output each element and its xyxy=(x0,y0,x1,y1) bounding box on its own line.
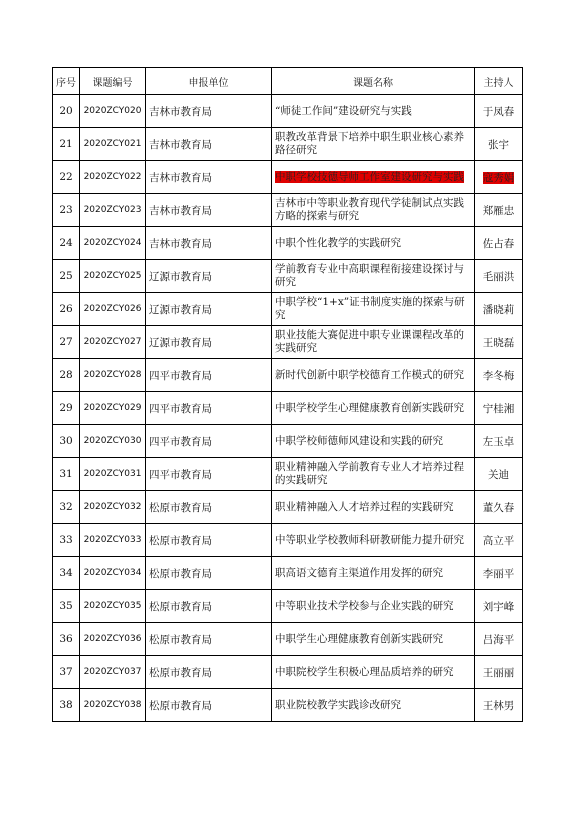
row-number: 24 xyxy=(53,227,80,260)
row-number: 20 xyxy=(53,95,80,128)
table-body xyxy=(53,95,523,722)
row-number: 36 xyxy=(53,623,80,656)
project-code: 2020ZCY037 xyxy=(80,656,146,689)
project-code: 2020ZCY025 xyxy=(80,260,146,293)
project-host: 于凤春 xyxy=(475,95,523,128)
project-code: 2020ZCY032 xyxy=(80,491,146,524)
applicant-unit: 辽源市教育局 xyxy=(146,326,272,359)
project-host: 李冬梅 xyxy=(475,359,523,392)
project-title xyxy=(272,161,475,194)
project-host: 王丽丽 xyxy=(475,656,523,689)
table-row xyxy=(53,326,523,359)
row-number: 30 xyxy=(53,425,80,458)
project-code: 2020ZCY026 xyxy=(80,293,146,326)
header-unit: 申报单位 xyxy=(146,68,272,95)
project-code: 2020ZCY023 xyxy=(80,194,146,227)
table-row xyxy=(53,260,523,293)
table-row xyxy=(53,491,523,524)
project-host: 王林男 xyxy=(475,689,523,722)
row-number: 37 xyxy=(53,656,80,689)
applicant-unit: 松原市教育局 xyxy=(146,491,272,524)
table-row xyxy=(53,359,523,392)
project-title: 中等职业学校教师科研教研能力提升研究 xyxy=(272,524,475,557)
project-host-highlighted-text: 寇秀娟 xyxy=(482,171,515,184)
project-title: 职业精神融入学前教育专业人才培养过程的实践研究 xyxy=(272,458,475,491)
project-title: 中职个性化教学的实践研究 xyxy=(272,227,475,260)
table-row xyxy=(53,293,523,326)
row-number: 34 xyxy=(53,557,80,590)
table-row xyxy=(53,656,523,689)
project-title: 职业精神融入人才培养过程的实践研究 xyxy=(272,491,475,524)
row-number: 22 xyxy=(53,161,80,194)
row-number: 23 xyxy=(53,194,80,227)
row-number: 27 xyxy=(53,326,80,359)
row-number: 21 xyxy=(53,128,80,161)
project-code: 2020ZCY024 xyxy=(80,227,146,260)
project-host: 佐占春 xyxy=(475,227,523,260)
applicant-unit: 松原市教育局 xyxy=(146,557,272,590)
project-host: 毛丽洪 xyxy=(475,260,523,293)
project-code: 2020ZCY029 xyxy=(80,392,146,425)
row-number: 26 xyxy=(53,293,80,326)
row-number: 25 xyxy=(53,260,80,293)
project-code: 2020ZCY038 xyxy=(80,689,146,722)
applicant-unit: 松原市教育局 xyxy=(146,590,272,623)
project-code: 2020ZCY030 xyxy=(80,425,146,458)
project-table xyxy=(52,67,523,722)
project-title: 职教改革背景下培养中职生职业核心素养路径研究 xyxy=(272,128,475,161)
project-host: 董久春 xyxy=(475,491,523,524)
table-row xyxy=(53,689,523,722)
header-row xyxy=(53,68,523,95)
project-title: “师徒工作间”建设研究与实践 xyxy=(272,95,475,128)
applicant-unit: 四平市教育局 xyxy=(146,392,272,425)
applicant-unit: 松原市教育局 xyxy=(146,656,272,689)
table-row xyxy=(53,392,523,425)
project-host xyxy=(475,161,523,194)
project-title-highlighted-text: 中职学校技德导师工作室建设研究与实践 xyxy=(275,170,464,183)
project-title: 中职学校师德师风建设和实践的研究 xyxy=(272,425,475,458)
applicant-unit: 吉林市教育局 xyxy=(146,194,272,227)
table-row xyxy=(53,161,523,194)
table-row xyxy=(53,227,523,260)
applicant-unit: 松原市教育局 xyxy=(146,689,272,722)
table-row xyxy=(53,623,523,656)
applicant-unit: 松原市教育局 xyxy=(146,524,272,557)
project-host: 刘宇峰 xyxy=(475,590,523,623)
project-title: 中职院校学生积极心理品质培养的研究 xyxy=(272,656,475,689)
project-code: 2020ZCY022 xyxy=(80,161,146,194)
row-number: 38 xyxy=(53,689,80,722)
table-row xyxy=(53,590,523,623)
project-title: 职高语文德育主渠道作用发挥的研究 xyxy=(272,557,475,590)
project-code: 2020ZCY021 xyxy=(80,128,146,161)
header-host: 主持人 xyxy=(475,68,523,95)
project-host: 王晓磊 xyxy=(475,326,523,359)
applicant-unit: 吉林市教育局 xyxy=(146,161,272,194)
table-row xyxy=(53,425,523,458)
project-title: 中等职业技术学校参与企业实践的研究 xyxy=(272,590,475,623)
project-title: 职业院校教学实践诊改研究 xyxy=(272,689,475,722)
project-code: 2020ZCY027 xyxy=(80,326,146,359)
applicant-unit: 辽源市教育局 xyxy=(146,293,272,326)
project-host: 高立平 xyxy=(475,524,523,557)
row-number: 35 xyxy=(53,590,80,623)
project-title: 中职学校“1+x”证书制度实施的探索与研究 xyxy=(272,293,475,326)
table-row xyxy=(53,194,523,227)
table-row xyxy=(53,557,523,590)
project-title: 新时代创新中职学校德育工作模式的研究 xyxy=(272,359,475,392)
project-host: 潘晓莉 xyxy=(475,293,523,326)
project-title: 职业技能大赛促进中职专业课课程改革的实践研究 xyxy=(272,326,475,359)
row-number: 33 xyxy=(53,524,80,557)
project-title: 吉林市中等职业教育现代学徒制试点实践方略的探索与研究 xyxy=(272,194,475,227)
applicant-unit: 松原市教育局 xyxy=(146,623,272,656)
row-number: 28 xyxy=(53,359,80,392)
project-code: 2020ZCY035 xyxy=(80,590,146,623)
table-row xyxy=(53,95,523,128)
table-row xyxy=(53,524,523,557)
header-title: 课题名称 xyxy=(272,68,475,95)
project-host: 左玉卓 xyxy=(475,425,523,458)
project-code: 2020ZCY031 xyxy=(80,458,146,491)
project-code: 2020ZCY034 xyxy=(80,557,146,590)
project-code: 2020ZCY020 xyxy=(80,95,146,128)
project-host: 李丽平 xyxy=(475,557,523,590)
applicant-unit: 四平市教育局 xyxy=(146,359,272,392)
applicant-unit: 吉林市教育局 xyxy=(146,95,272,128)
table-row xyxy=(53,128,523,161)
project-host: 关迪 xyxy=(475,458,523,491)
applicant-unit: 四平市教育局 xyxy=(146,425,272,458)
project-code: 2020ZCY033 xyxy=(80,524,146,557)
project-title: 中职学生心理健康教育创新实践研究 xyxy=(272,623,475,656)
applicant-unit: 吉林市教育局 xyxy=(146,128,272,161)
table-row xyxy=(53,458,523,491)
header-code: 课题编号 xyxy=(80,68,146,95)
project-host: 郑雁忠 xyxy=(475,194,523,227)
project-host: 宁桂湘 xyxy=(475,392,523,425)
row-number: 31 xyxy=(53,458,80,491)
applicant-unit: 吉林市教育局 xyxy=(146,227,272,260)
project-host: 吕海平 xyxy=(475,623,523,656)
project-code: 2020ZCY028 xyxy=(80,359,146,392)
header-no: 序号 xyxy=(53,68,80,95)
project-code: 2020ZCY036 xyxy=(80,623,146,656)
applicant-unit: 四平市教育局 xyxy=(146,458,272,491)
project-title: 中职学校学生心理健康教育创新实践研究 xyxy=(272,392,475,425)
project-host: 张宇 xyxy=(475,128,523,161)
row-number: 32 xyxy=(53,491,80,524)
row-number: 29 xyxy=(53,392,80,425)
project-title: 学前教育专业中高职课程衔接建设探讨与研究 xyxy=(272,260,475,293)
applicant-unit: 辽源市教育局 xyxy=(146,260,272,293)
